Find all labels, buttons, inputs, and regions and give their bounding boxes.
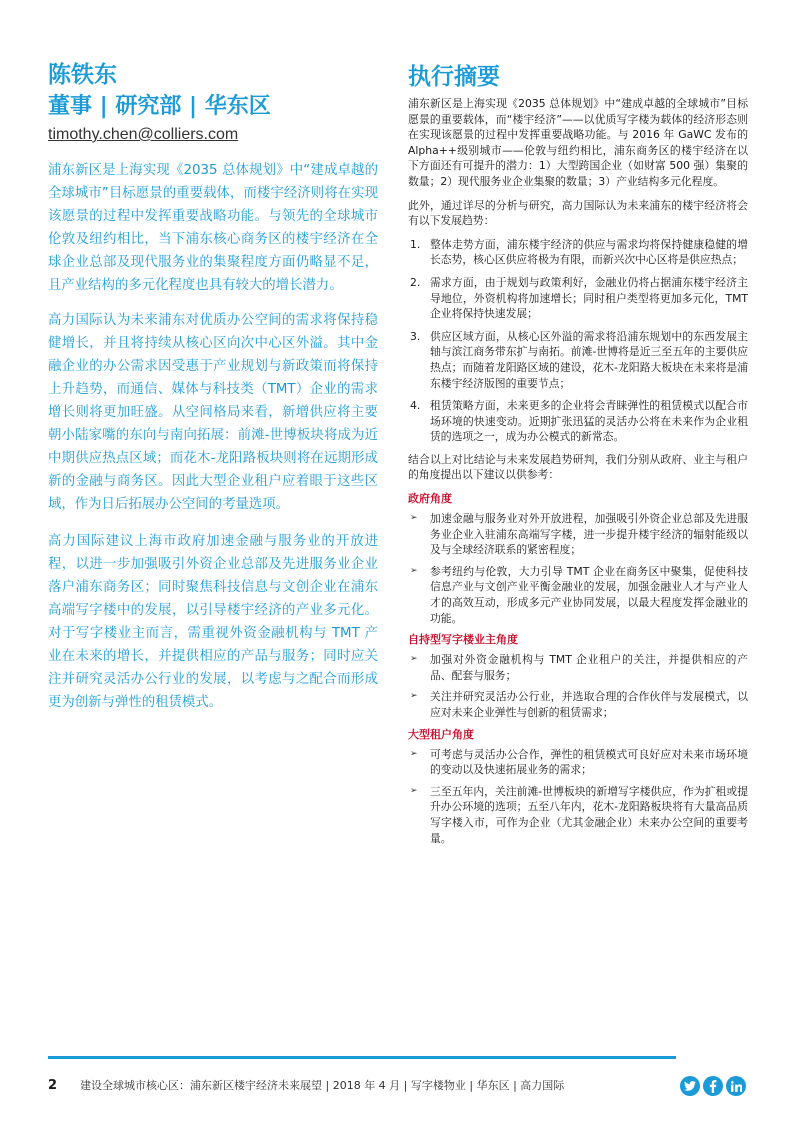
summary-intro: 浦东新区是上海实现《2035 总体规划》中“建成卓越的全球城市”目标愿景的重要载体，而“楼宇经济”——以优质写字楼为载体的经济形态则在实现该愿景的过程中发挥重要战略功能。与 2016 年 GaWC 发布的 Alpha++级别城市——伦敦与纽约相比，浦东商务区的楼宇经济在以下方面还有可提升的潜力：1）大型跨国企业（如财富 500 强）集聚的数量；2）现代服务业企业集聚的数量；3）产业结构多元化程度。 bbox=[408, 97, 748, 188]
recommendation-item bbox=[408, 747, 748, 778]
left-paragraph: 浦东新区是上海实现《2035 总体规划》中“建成卓越的全球城市”目标愿景的重要载体，而楼宇经济则将在实现该愿景的过程中发挥重要战略功能。与领先的全球城市伦敦及纽约相比，当下浦东核心商务区的楼宇经济在全球企业总部及现代服务业的集聚程度方面仍略显不足，且产业结构的多元化程度也具有较大的增长潜力。 bbox=[48, 163, 378, 293]
trend-number: 4. bbox=[410, 399, 421, 413]
trend-item bbox=[408, 237, 748, 268]
trend-text: 整体走势方面，浦东楼宇经济的供应与需求均将保持健康稳健的增长态势，核心区供应将极为有限，而新兴次中心区将是供应热点； bbox=[430, 237, 748, 267]
subheading-government: 政府角度 bbox=[408, 492, 452, 506]
arrow-bullet-icon: ➢ bbox=[410, 691, 418, 702]
trend-text: 供应区域方面，从核心区外溢的需求将沿浦东规划中的东西发展主轴与滨江商务带东扩与南拓。前滩-世博将是近三至五年的主要供应热点；而随着龙阳路区域的建设，花木-龙阳路大板块在未来将是浦东楼宇经济版图的重要节点； bbox=[430, 329, 748, 390]
trend-number: 3. bbox=[410, 329, 421, 343]
recommendation-text: 可考虑与灵活办公合作，弹性的租赁模式可良好应对未来市场环境的变动以及快速拓展业务的需求； bbox=[430, 747, 748, 777]
arrow-bullet-icon: ➢ bbox=[410, 654, 418, 665]
trend-item bbox=[408, 329, 748, 391]
section-title: 执行摘要 bbox=[408, 64, 500, 90]
left-paragraph: 高力国际建议上海市政府加速金融与服务业的开放进程，以进一步加强吸引外资企业总部及先进服务业企业落户浦东商务区；同时聚焦科技信息与文创企业在浦东高端写字楼中的发展，以引导楼宇经济的产业多元化。对于写字楼业主而言，需重视外资金融机构与 TMT 产业在未来的增长，并提供相应的产品与服务；同时应关注并研究灵活办公行业的发展，以考虑与之配合而形成更为创新与弹性的租赁模式。 bbox=[48, 534, 378, 710]
trend-number: 1. bbox=[410, 237, 421, 251]
footer-text: 建设全球城市核心区：浦东新区楼宇经济未来展望 | 2018 年 4 月 | 写字楼物业 | 华东区 | 高力国际 bbox=[80, 1079, 565, 1092]
trend-text: 需求方面，由于规划与政策利好，金融业仍将占据浦东楼宇经济主导地位，外资机构将加速增长；同时租户类型将更加多元化，TMT 企业将保持快速发展； bbox=[430, 275, 748, 321]
recommendation-item bbox=[408, 652, 748, 683]
footer-rule bbox=[48, 1056, 676, 1059]
trends-intro: 此外，通过详尽的分析与研究，高力国际认为未来浦东的楼宇经济将会有以下发展趋势： bbox=[408, 198, 748, 228]
arrow-bullet-icon: ➢ bbox=[410, 785, 418, 796]
subheading-tenant: 大型租户角度 bbox=[408, 727, 474, 741]
arrow-bullet-icon: ➢ bbox=[410, 565, 418, 576]
subheading-landlord: 自持型写字楼业主角度 bbox=[408, 633, 518, 647]
recommendation-item bbox=[408, 689, 748, 720]
social-links bbox=[680, 1076, 746, 1096]
recommendation-text: 关注并研究灵活办公行业，并选取合理的合作伙伴与发展模式，以应对未来企业弹性与创新的租赁需求； bbox=[430, 690, 748, 719]
arrow-bullet-icon: ➢ bbox=[410, 748, 418, 759]
left-paragraph: 高力国际认为未来浦东对优质办公空间的需求将保持稳健增长，并且将持续从核心区向次中心区外溢。其中金融企业的办公需求因受惠于产业规划与新政策而将保持上升趋势，而通信、媒体与科技类（TMT）企业的需求增长则将更加旺盛。从空间格局来看，新增供应将主要朝小陆家嘴的东向与南向拓展：前滩-世博板块将成为近中期供应热点区域；而花木-龙阳路板块则将在远期形成新的金融与商务区。因此大型企业租户应着眼于这些区域，作为日后拓展办公空间的考量选项。 bbox=[48, 313, 378, 512]
linkedin-icon[interactable] bbox=[726, 1076, 746, 1096]
recommendation-text: 参考纽约与伦敦，大力引导 TMT 企业在商务区中聚集，促使科技信息产业与文创产业平衡金融业的发展，加强金融业人才与产业人才的高效互动，形成多元产业协同发展，以最大程度发挥金融业的功能。 bbox=[430, 564, 748, 625]
recommendation-list bbox=[408, 747, 748, 847]
recommendation-text: 加强对外资金融机构与 TMT 企业租户的关注，并提供相应的产品、配套与服务； bbox=[430, 653, 748, 682]
author-email-link[interactable]: timothy.chen@colliers.com bbox=[48, 126, 239, 143]
recommendation-item bbox=[408, 564, 748, 626]
footer bbox=[48, 1076, 748, 1100]
trend-item bbox=[408, 398, 748, 445]
right-column bbox=[408, 60, 748, 852]
recommendations-intro: 结合以上对比结论与未来发展趋势研判，我们分别从政府、业主与租户的角度提出以下建议以供参考： bbox=[408, 452, 748, 482]
recommendation-item bbox=[408, 511, 748, 558]
recommendation-list bbox=[408, 511, 748, 626]
author-title: 董事 | 研究部 | 华东区 bbox=[48, 94, 271, 119]
recommendation-text: 三至五年内，关注前滩-世博板块的新增写字楼供应，作为扩租或提升办公环境的选项；五至八年内，花木-龙阳路板块将有大量高品质写字楼入市，可作为企业（尤其金融企业）未来办公空间的重要考量。 bbox=[430, 784, 748, 845]
recommendation-text: 加速金融与服务业对外开放进程，加强吸引外资企业总部及先进服务业企业入驻浦东高端写字楼，进一步提升楼宇经济的辐射能级以及与全球经济联系的紧密程度； bbox=[430, 512, 748, 557]
page-number: 2 bbox=[48, 1078, 58, 1093]
recommendation-list bbox=[408, 652, 748, 720]
trends-list bbox=[408, 237, 748, 445]
arrow-bullet-icon: ➢ bbox=[410, 513, 418, 524]
trend-item bbox=[408, 275, 748, 322]
recommendation-item bbox=[408, 784, 748, 846]
left-column bbox=[48, 60, 378, 714]
trend-number: 2. bbox=[410, 275, 421, 289]
facebook-icon[interactable] bbox=[703, 1076, 723, 1096]
trend-text: 租赁策略方面，未来更多的企业将会青睐弹性的租赁模式以配合市场环境的快速变动。近期扩张迅猛的灵活办公将在未来作为企业租赁的选项之一，成为办公模式的新常态。 bbox=[430, 399, 748, 444]
author-name: 陈铁东 bbox=[48, 62, 117, 88]
twitter-icon[interactable] bbox=[680, 1076, 700, 1096]
